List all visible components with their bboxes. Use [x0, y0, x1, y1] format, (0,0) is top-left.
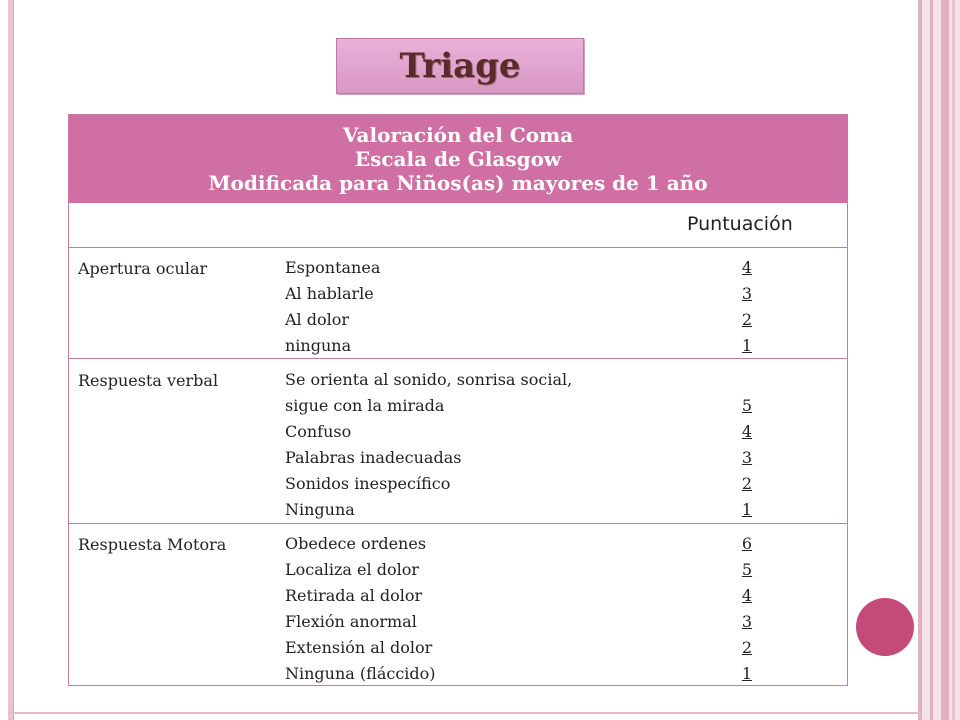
- frame-right-stripe: [930, 0, 933, 720]
- header-line: Escala de Glasgow: [354, 147, 562, 171]
- option-item: ninguna: [285, 336, 352, 355]
- option-item: Palabras inadecuadas: [285, 448, 462, 467]
- score-value: 1: [741, 664, 753, 683]
- option-item: Al hablarle: [285, 284, 374, 303]
- option-item: Ninguna (fláccido): [285, 664, 436, 683]
- table-header: [69, 115, 847, 203]
- frame-right-stripe: [941, 0, 949, 720]
- option-item: Confuso: [285, 422, 352, 441]
- row-divider: [69, 523, 847, 524]
- score-value: 1: [741, 336, 753, 355]
- frame-bottom-border: [8, 712, 922, 714]
- category-label: Respuesta Motora: [78, 535, 227, 554]
- slide-title: Triage: [399, 46, 521, 86]
- option-item: Flexión anormal: [285, 612, 417, 631]
- score-list: [737, 531, 757, 687]
- frame-right-stripe: [952, 0, 955, 720]
- score-value: [737, 367, 757, 393]
- score-value: 1: [741, 500, 753, 519]
- decorative-circle: [856, 598, 914, 656]
- score-value: 3: [741, 448, 753, 467]
- frame-left-border: [8, 0, 14, 720]
- option-item: Ninguna: [285, 500, 355, 519]
- score-list: [737, 255, 757, 359]
- option-item: Espontanea: [285, 258, 381, 277]
- score-value: 2: [741, 474, 753, 493]
- option-item: Al dolor: [285, 310, 350, 329]
- score-value: 4: [741, 422, 753, 441]
- category-label: Respuesta verbal: [78, 371, 219, 390]
- score-value: 3: [741, 612, 753, 631]
- score-value: 5: [741, 396, 753, 415]
- option-item: Obedece ordenes: [285, 534, 427, 553]
- score-value: 2: [741, 310, 753, 329]
- score-value: 4: [741, 586, 753, 605]
- title-box: [336, 38, 584, 94]
- option-list: [285, 367, 572, 523]
- option-item: Sonidos inespecífico: [285, 474, 451, 493]
- option-list: [285, 255, 380, 359]
- glasgow-table: [68, 114, 848, 686]
- row-divider: [69, 358, 847, 359]
- score-value: 5: [741, 560, 753, 579]
- score-value: 2: [741, 638, 753, 657]
- category-label: Apertura ocular: [78, 259, 208, 278]
- row-divider: [69, 247, 847, 248]
- option-item: Retirada al dolor: [285, 586, 423, 605]
- score-value: 6: [741, 534, 753, 553]
- option-item: Se orienta al sonido, sonrisa social,: [285, 370, 573, 389]
- option-item: sigue con la mirada: [285, 396, 445, 415]
- score-list: [737, 367, 757, 523]
- header-line: Valoración del Coma: [342, 123, 574, 147]
- frame-right-stripe: [918, 0, 922, 720]
- option-item: Localiza el dolor: [285, 560, 419, 579]
- header-line: Modificada para Niños(as) mayores de 1 año: [208, 171, 708, 195]
- score-value: 4: [741, 258, 753, 277]
- option-list: [285, 531, 436, 687]
- score-value: 3: [741, 284, 753, 303]
- score-column-header: Puntuación: [687, 213, 793, 235]
- option-item: Extensión al dolor: [285, 638, 433, 657]
